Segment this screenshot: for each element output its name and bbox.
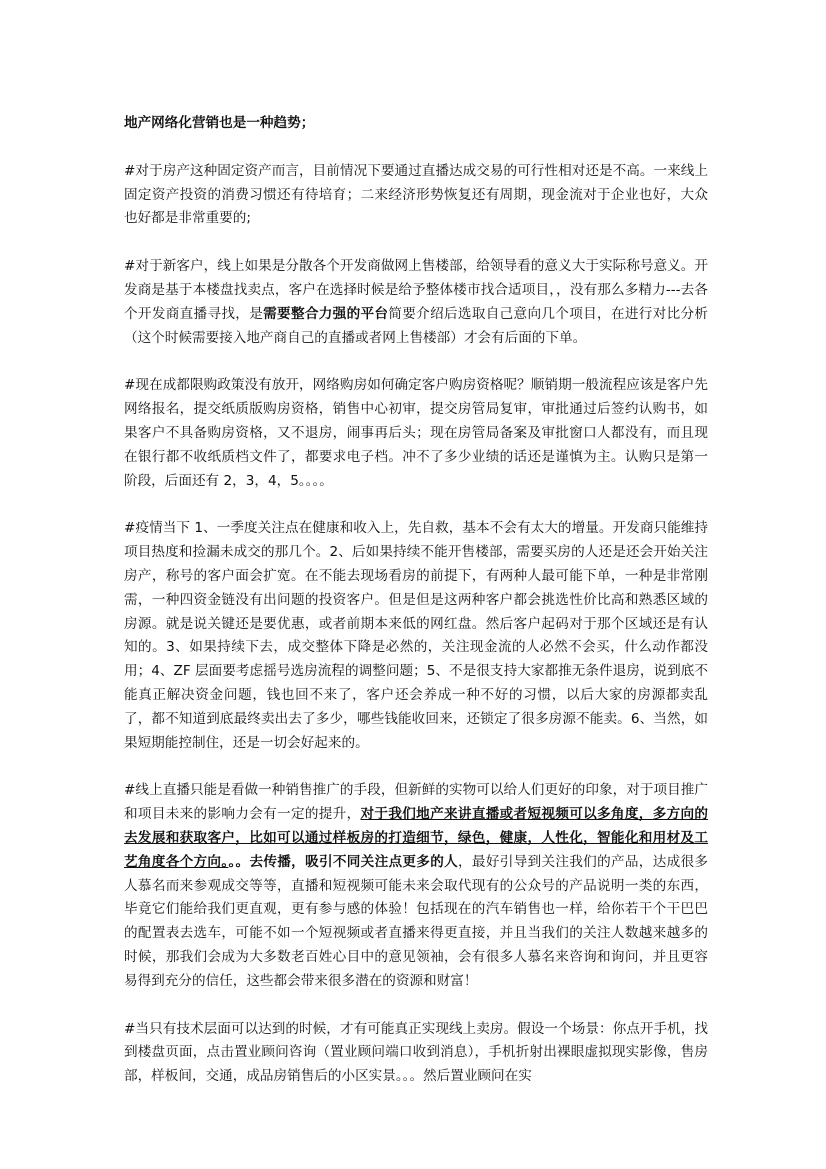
paragraph-text: #当只有技术层面可以达到的时候，才有可能真正实现线上卖房。假设一个场景：你点开手机，找到楼盘页面，点击置业顾问咨询（置业顾问端口收到消息），手机折射出裸眼虚拟现实影像，售房部，样板间，交通，成品房销售后的小区实景。。。然后置业顾问在实	[124, 1020, 708, 1085]
paragraph-text: #对于房产这种固定资产而言，目前情况下要通过直播达成交易的可行性相对还是不高。一来线上固定资产投资的消费习惯还有待培育；二来经济形势恢复还有周期，现金流对于企业也好，大众也好都是非常重要的;	[124, 162, 708, 227]
paragraph-1	[124, 160, 708, 231]
bold-emphasis: 。。去传播，吸引不同关注点更多的人	[228, 853, 459, 870]
paragraph-3	[124, 374, 708, 493]
paragraph-5	[124, 779, 708, 993]
document-page	[124, 112, 708, 1113]
paragraph-text: #疫情当下 1、一季度关注点在健康和收入上，先自救，基本不会有太大的增量。开发商只能维持项目热度和捡漏未成交的那几个。2、后如果持续不能开售楼部，需要买房的人还是还会开始关注房产，称号的客户面会扩宽。在不能去现场看房的前提下，有两种人最可能下单，一种是非常刚需，一种四资金链没有出问题的投资客户。但是但是这两种客户都会挑选性价比高和熟悉区域的房源。就是说关键还是要优惠，或者前期本来低的网红盘。然后客户起码对于那个区域还是有认知的。3、如果持续下去，成交整体下降是必然的，关注现金流的人必然不会买，什么动作都没用；4、ZF 层面要考虑摇号选房流程的调整问题；5、不是很支持大家都推无条件退房，说到底不能真正解决资金问题，钱也回不来了，客户还会养成一种不好的习惯，以后大家的房源都卖乱了，都不知道到底最终卖出去了多少，哪些钱能收回来，还锁定了很多房源不能卖。6、当然，如果短期能控制住，还是一切会好起来的。	[124, 520, 708, 751]
bold-emphasis: 需要整合力强的平台	[263, 305, 389, 322]
paragraph-6	[124, 1018, 708, 1089]
bold-underlined-emphasis: 对于我们地产来讲直播或者短视频可以多角度，多方向的去发展和获取客户，比如可以通过样板房的打造细节，绿色，健康，人性化，智能化和用材及工艺角度各个方向。	[124, 806, 709, 870]
paragraph-text: ，最好引导到关注我们的产品，达成很多人慕名而来参观成交等等，直播和短视频可能未来会取代现有的公众号的产品说明一类的东西，毕竟它们能给我们更直观，更有参与感的体验！包括现在的汽车销售也一样，给你若干个干巴巴的配置表去选车，可能不如一个短视频或者直播来得更直接，并且当我们的关注人数越来越多的时候，那我们会成为大多数老百姓心目中的意见领袖，会有很多人慕名来咨询和询问，并且更容易得到充分的信任，这些都会带来很多潜在的资源和财富！	[124, 853, 709, 989]
paragraph-text: #线上直播只能是看做一种销售推广的手段，但新鲜的实物可以给人们更好的印象，对于项目推广和项目未来的影响力会有一定的提升，	[124, 782, 708, 823]
paragraph-2	[124, 255, 708, 350]
paragraph-4	[124, 517, 708, 755]
document-title: 地产网络化营销也是一种趋势；	[124, 115, 315, 131]
paragraph-text: 简要介绍后选取自己意向几个项目，在进行对比分析（这个时候需要接入地产商自己的直播或者网上售楼部）才会有后面的下单。	[124, 305, 709, 346]
paragraph-text: #对于新客户，线上如果是分散各个开发商做网上售楼部，给领导看的意义大于实际称号意义。开发商是基于本楼盘找卖点，客户在选择时候是给予整体楼市找合适项目，，没有那么多精力---去各个开发商直播寻找，是	[124, 258, 708, 322]
paragraph-text: #现在成都限购政策没有放开，网络购房如何确定客户购房资格呢？顺销期一般流程应该是客户先网络报名，提交纸质版购房资格，销售中心初审，提交房管局复审，审批通过后签约认购书，如果客户不具备购房资格，又不退房，闹事再后头；现在房管局备案及审批窗口人都没有，而且现在银行都不收纸质档文件了，都要求电子档。冲不了多少业绩的话还是谨慎为主。认购只是第一阶段，后面还有 2，3，4，5。。。。	[124, 377, 708, 489]
